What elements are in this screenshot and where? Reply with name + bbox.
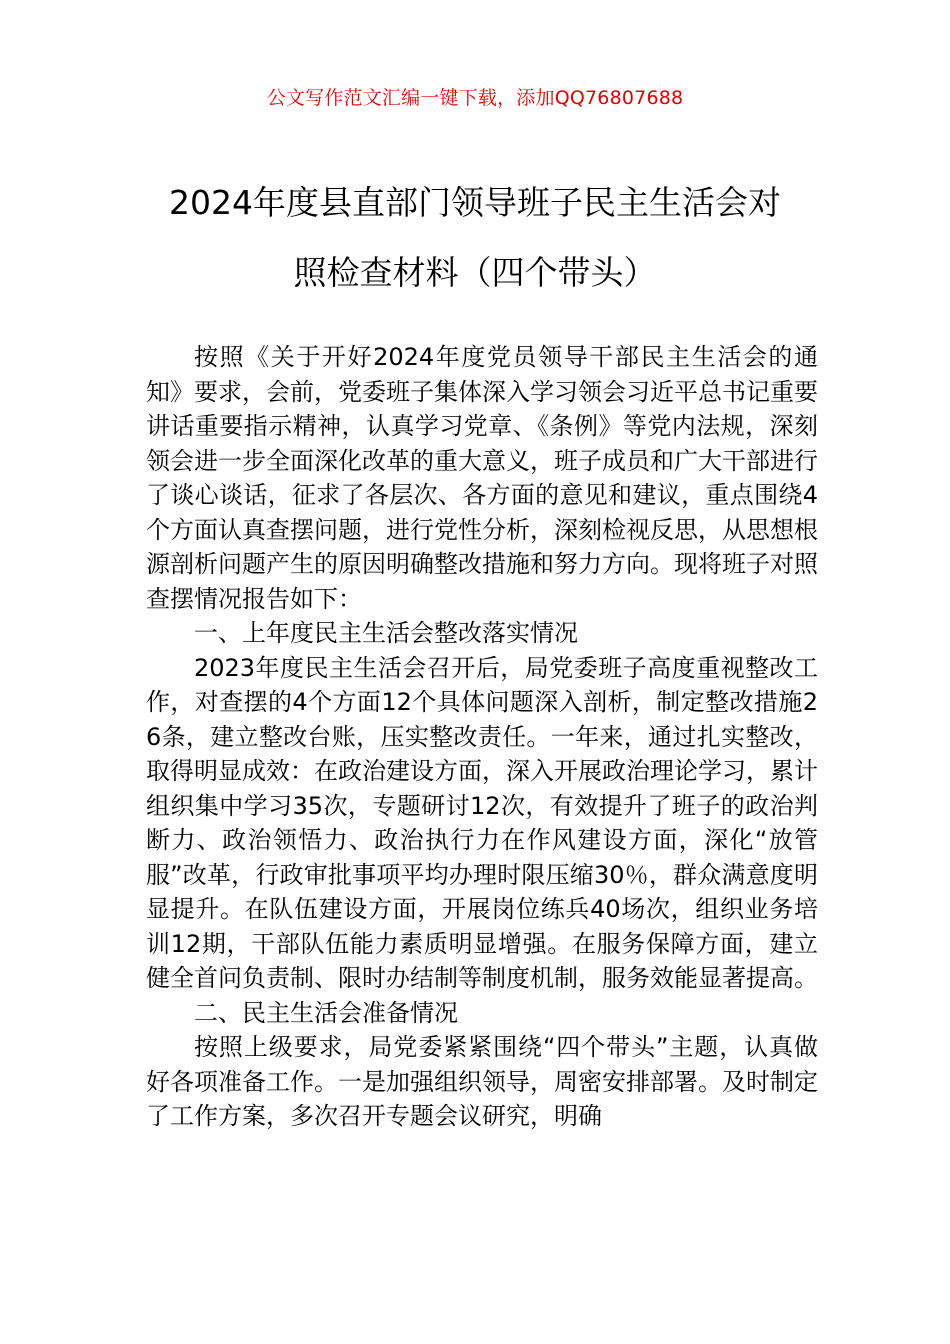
- document-title: [100, 168, 850, 308]
- section-1-paragraph: 2023年度民主生活会召开后，局党委班子高度重视整改工作，对查摆的4个方面12个具体问题深入剖析，制定整改措施26条，建立整改台账，压实整改责任。一年来，通过扎实整改，取得明显成效：在政治建设方面，深入开展政治理论学习，累计组织集中学习35次，专题研讨12次，有效提升了班子的政治判断力、政治领悟力、政治执行力在作风建设方面，深化“放管服”改革，行政审批事项平均办理时限压缩30％，群众满意度明显提升。在队伍建设方面，开展岗位练兵40场次，组织业务培训12期，干部队伍能力素质明显增强。在服务保障方面，建立健全首问负责制、限时办结制等制度机制，服务效能显著提高。: [146, 653, 818, 992]
- intro-paragraph: 按照《关于开好2024年度党员领导干部民主生活会的通知》要求，会前，党委班子集体深入学习领会习近平总书记重要讲话重要指示精神，认真学习党章、《条例》等党内法规，深刻领会进一步全面深化改革的重大意义，班子成员和广大干部进行了谈心谈话，征求了各层次、各方面的意见和建议，重点围绕4个方面认真查摆问题，进行党性分析，深刻检视反思，从思想根源剖析问题产生的原因明确整改措施和努力方向。现将班子对照查摆情况报告如下：: [146, 343, 818, 613]
- download-notice: 公文写作范文汇编一键下载，添加QQ76807688: [266, 87, 684, 109]
- section-heading-2: 二、民主生活会准备情况: [194, 998, 458, 1027]
- title-line-1: 2024年度县直部门领导班子民主生活会对: [169, 183, 781, 222]
- document-body: [146, 340, 818, 1134]
- section-heading-1: 一、上年度民主生活会整改落实情况: [194, 619, 578, 647]
- title-line-2: 照检查材料（四个带头）: [293, 253, 657, 292]
- section-2-paragraph: 按照上级要求，局党委紧紧围绕“四个带头”主题，认真做好各项准备工作。一是加强组织领导，周密安排部署。及时制定了工作方案，多次召开专题会议研究，明确: [146, 1033, 818, 1130]
